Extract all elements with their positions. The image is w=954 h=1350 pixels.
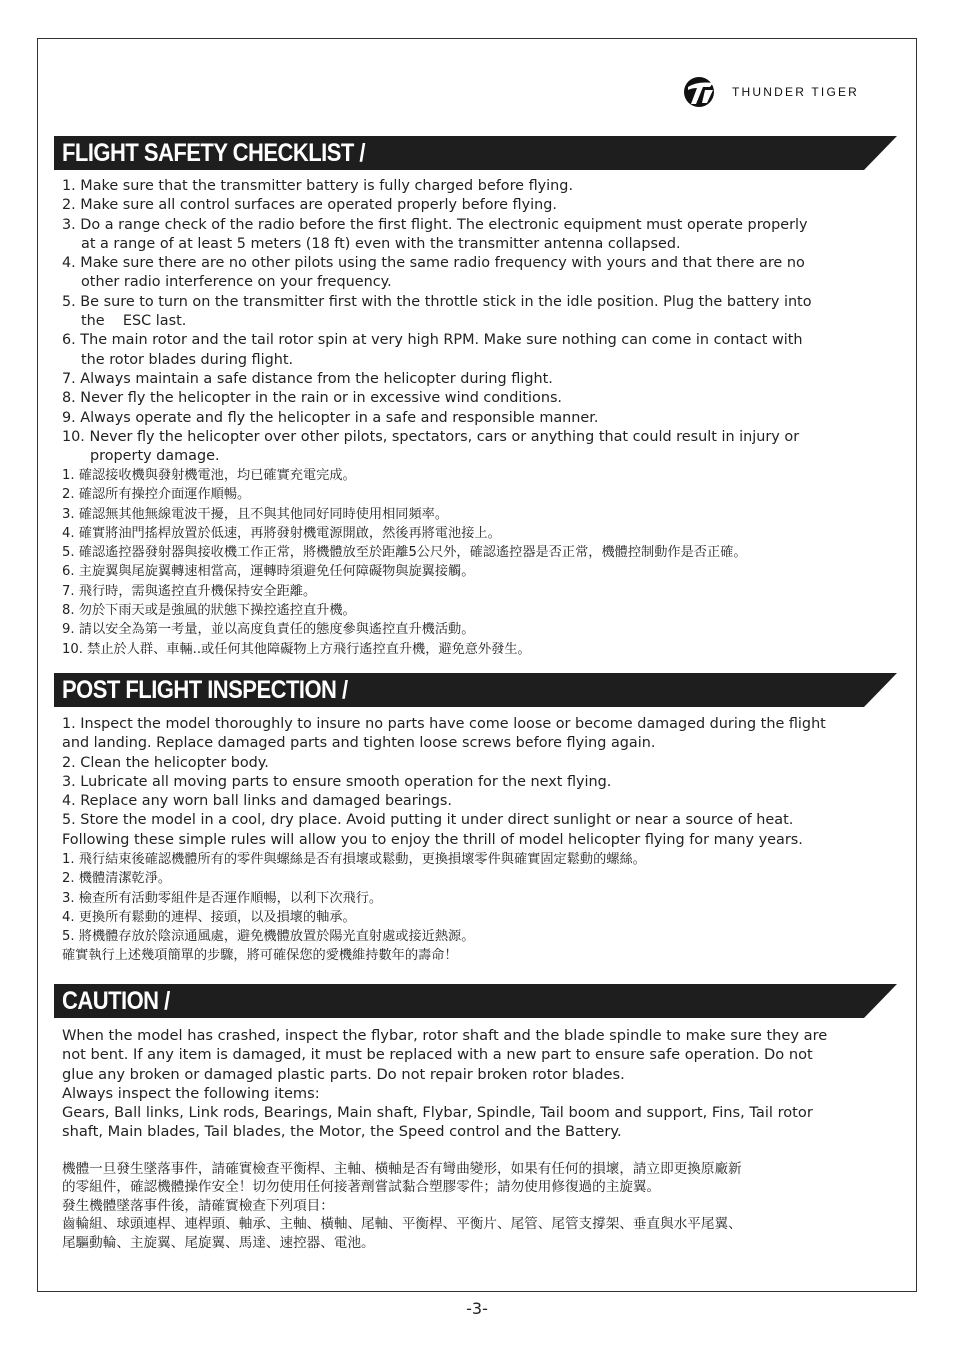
text-line: not bent. If any item is damaged, it must be replaced with a new part to ensure safe operation. Do not: [62, 1046, 813, 1064]
caution-banner: [54, 984, 897, 1018]
text-line: shaft, Main blades, Tail blades, the Motor, the Speed control and the Battery.: [62, 1123, 622, 1141]
text-line: When the model has crashed, inspect the flybar, rotor shaft and the blade spindle to make sure they are: [62, 1027, 828, 1044]
text-line: 的零組件，確認機體操作安全！切勿使用任何接著劑嘗試黏合塑膠零件；請勿使用修復過的主旋翼。: [62, 1179, 661, 1196]
list-item: property damage.: [90, 448, 220, 465]
text-line: 發生機體墜落事件後，請確實檢查下列項目：: [62, 1197, 334, 1214]
list-item: 4. Replace any worn ball links and damaged bearings.: [62, 793, 452, 810]
list-item: 5. Be sure to turn on the transmitter first with the throttle stick in the idle position. Plug the battery into: [62, 293, 812, 310]
text-line: 尾驅動輪、主旋翼、尾旋翼、馬達、速控器、電池。: [62, 1234, 375, 1251]
thunder-tiger-logo: [683, 76, 898, 108]
list-item: 2. Clean the helicopter body.: [62, 754, 269, 771]
list-item: 5. Store the model in a cool, dry place. Avoid putting it under direct sunlight or near a source of heat.: [62, 812, 794, 829]
list-item: and landing. Replace damaged parts and tighten loose screws before flying again.: [62, 735, 656, 752]
post-flight-title: POST FLIGHT INSPECTION /: [62, 676, 348, 704]
text-line: 機體一旦發生墜落事件，請確實檢查平衡桿、主軸、橫軸是否有彎曲變形，如果有任何的損壞，請立即更換原廠新: [62, 1161, 742, 1177]
list-item: 10. Never fly the helicopter over other pilots, spectators, cars or anything that could result in injury or: [62, 428, 800, 445]
list-item: 2. 機體清潔乾淨。: [62, 871, 172, 887]
list-item: 6. 主旋翼與尾旋翼轉速相當高，運轉時須避免任何障礙物與旋翼接觸。: [62, 564, 475, 580]
list-item: 3. Do a range check of the radio before the first flight. The electronic equipment must operate properly: [62, 216, 808, 233]
list-item: 確實執行上述幾項簡單的步驟，將可確保您的愛機維持數年的壽命！: [62, 948, 458, 964]
text-line: Gears, Ball links, Link rods, Bearings, Main shaft, Flybar, Spindle, Tail boom and support, Fins, Tail rotor: [62, 1104, 813, 1122]
list-item: the rotor blades during flight.: [81, 351, 294, 368]
list-item: 1. 飛行結束後確認機體所有的零件與螺絲是否有損壞或鬆動，更換損壞零件與確實固定鬆動的螺絲。: [62, 852, 646, 867]
flight-safety-zh-list: [62, 466, 747, 659]
list-item: the ESC last.: [81, 313, 187, 330]
page-number: -3-: [466, 1299, 488, 1318]
post-flight-en-list: [62, 715, 826, 850]
list-item: 1. Inspect the model thoroughly to insure no parts have come loose or become damaged during the flight: [62, 716, 826, 732]
banner-background: [54, 984, 897, 1018]
list-item: 5. 將機體存放於陰涼通風處，避免機體放置於陽光直射處或接近熱源。: [62, 929, 475, 945]
post-flight-banner: [54, 673, 897, 707]
list-item: 4. 更換所有鬆動的連桿、接頭，以及損壞的軸承。: [62, 909, 356, 925]
caution-title: CAUTION /: [62, 987, 170, 1015]
text-line: glue any broken or damaged plastic parts. Do not repair broken rotor blades.: [62, 1065, 625, 1083]
list-item: 1. 確認接收機與發射機電池，均已確實充電完成。: [62, 468, 356, 483]
list-item: Following these simple rules will allow you to enjoy the thrill of model helicopter flying for many years.: [62, 831, 803, 848]
list-item: 1. Make sure that the transmitter battery is fully charged before flying.: [62, 178, 574, 194]
text-line: 齒輪組、球頭連桿、連桿頭、軸承、主軸、橫軸、尾軸、平衡桿、平衡片、尾管、尾管支撐架、垂直與水平尾翼、: [62, 1216, 742, 1233]
caution-zh-text: [62, 1160, 742, 1252]
list-item: 3. 確認無其他無線電波干擾，且不與其他同好同時使用相同頻率。: [62, 506, 449, 522]
list-item: other radio interference on your frequency.: [81, 274, 392, 291]
list-item: 7. Always maintain a safe distance from the helicopter during flight.: [62, 370, 553, 387]
list-item: 8. Never fly the helicopter in the rain or in excessive wind conditions.: [62, 390, 563, 407]
flight-safety-title: FLIGHT SAFETY CHECKLIST /: [62, 139, 365, 167]
brand-name: THUNDER TIGER: [732, 85, 860, 99]
text-line: Always inspect the following items:: [62, 1084, 320, 1102]
list-item: 3. Lubricate all moving parts to ensure smooth operation for the next flying.: [62, 773, 612, 790]
list-item: 7. 飛行時，需與遙控直升機保持安全距離。: [62, 583, 317, 599]
list-item: 9. Always operate and fly the helicopter in a safe and responsible manner.: [62, 409, 599, 426]
list-item: 10. 禁止於人群、車輛..或任何其他障礙物上方飛行遙控直升機，避免意外發生。: [62, 641, 531, 657]
flight-safety-banner: [54, 136, 897, 170]
list-item: 5. 確認遙控器發射器與接收機工作正常，將機體放至於距離5公尺外，確認遙控器是否正常，機體控制動作是否正確。: [62, 545, 747, 561]
list-item: 8. 勿於下雨天或是強風的狀態下操控遙控直升機。: [62, 603, 356, 619]
list-item: 4. Make sure there are no other pilots using the same radio frequency with yours and that there are no: [62, 255, 805, 272]
flight-safety-en-list: [62, 177, 812, 466]
list-item: 2. 確認所有操控介面運作順暢。: [62, 487, 251, 503]
caution-en-text: [62, 1026, 827, 1142]
list-item: 4. 確實將油門搖桿放置於低速，再將發射機電源開啟，然後再將電池接上。: [62, 525, 501, 541]
tiger-emblem-icon: [683, 76, 727, 108]
list-item: 3. 檢查所有活動零組件是否運作順暢，以利下次飛行。: [62, 890, 383, 906]
list-item: 2. Make sure all control surfaces are operated properly before flying.: [62, 197, 557, 214]
list-item: at a range of at least 5 meters (18 ft) even with the transmitter antenna collapsed.: [81, 235, 681, 252]
list-item: 6. The main rotor and the tail rotor spin at very high RPM. Make sure nothing can come in contact with: [62, 332, 803, 349]
list-item: 9. 請以安全為第一考量，並以高度負責任的態度參與遙控直升機活動。: [62, 622, 475, 638]
post-flight-zh-list: [62, 850, 646, 966]
